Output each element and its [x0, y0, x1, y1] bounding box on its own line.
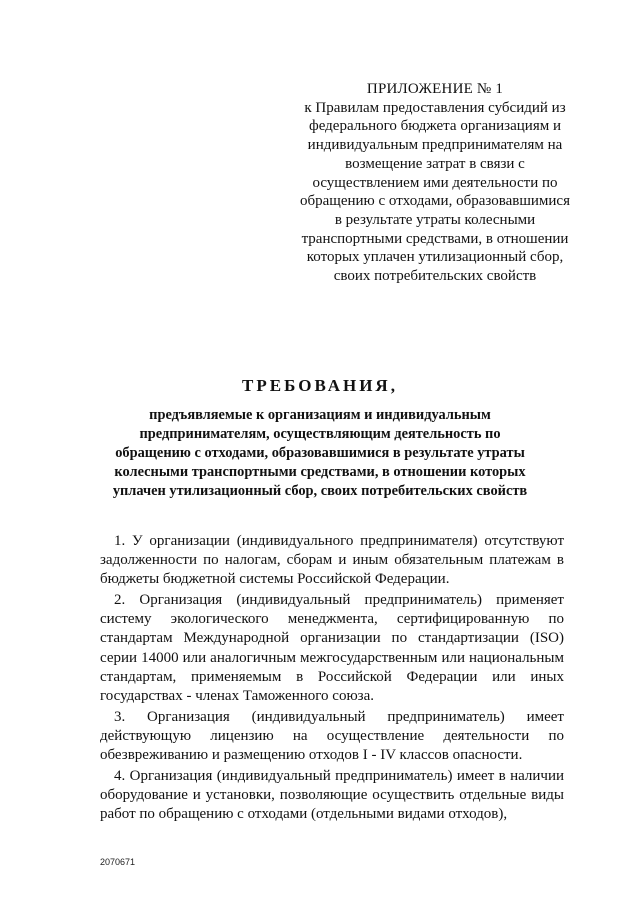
appendix-text: к Правилам предоставления субсидий из федерального бюджета организациям и индивидуальным предпринимателям на возмещение затрат в связи с осуществлением ими деятельности по обращению с отходами, образовавшимися в результате утраты колесными транспортными средствами, в отношении которых уплачен утилизационный сбор, своих потребительских свойств [300, 99, 570, 285]
appendix-title: ПРИЛОЖЕНИЕ № 1 [366, 81, 504, 97]
paragraph-4: 4. Организация (индивидуальный предприниматель) имеет в наличии оборудование и установки, позволяющие осуществить отдельные виды работ по обращению с отходами (отдельными видами отходов), [100, 768, 564, 823]
appendix-block [300, 80, 570, 286]
document-subheading: предъявляемые к организациям и индивидуальным предпринимателям, осуществляющим деятельность по обращению с отходами, образовавшимися в результате утраты колесными транспортными средствами, в отношении которых уплачен утилизационный сбор, своих потребительских свойств [112, 407, 528, 499]
document-code: 2070671 [100, 857, 136, 867]
paragraph-3: 3. Организация (индивидуальный предприниматель) имеет действующую лицензию на осуществление деятельности по обезвреживанию и размещению отходов I - IV классов опасности. [100, 708, 564, 764]
document-body [100, 532, 564, 826]
document-heading: ТРЕБОВАНИЯ, [242, 376, 398, 395]
paragraph-2: 2. Организация (индивидуальный предприниматель) применяет систему экологического менеджмента, сертифицированную по стандартам Международной организации по стандартизации (ISO) серии 14000 или аналогичным межгосударственным или национальным стандартам, применяемым в Российской Федерации или иных государствах - членах Таможенного союза. [100, 592, 564, 704]
paragraph-1: 1. У организации (индивидуального предпринимателя) отсутствуют задолженности по налогам, сборам и иным обязательным платежам в бюджеты бюджетной системы Российской Федерации. [100, 533, 564, 588]
